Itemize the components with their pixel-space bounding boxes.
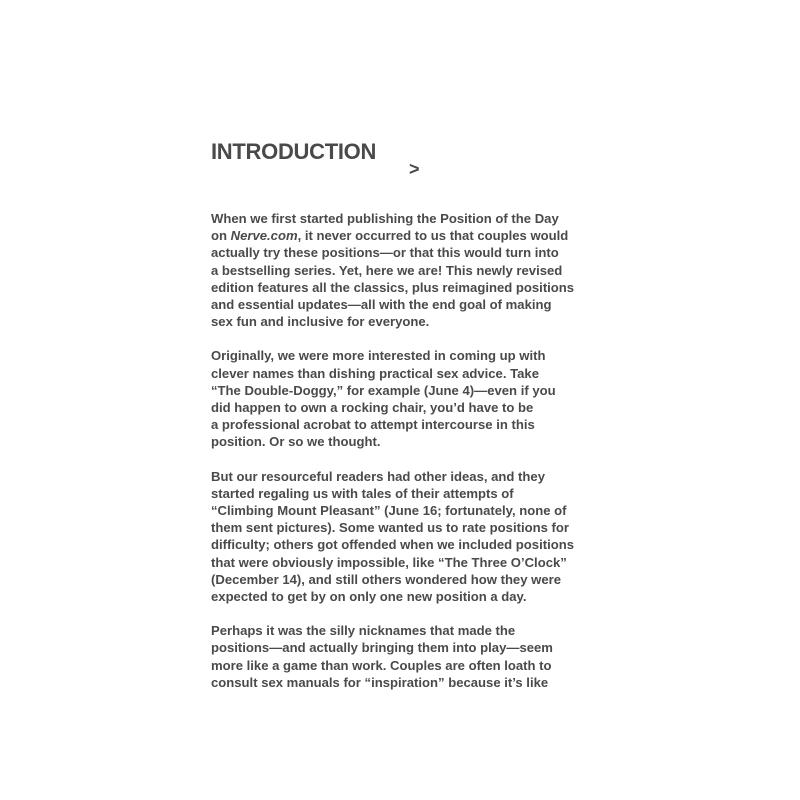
text-line: did happen to own a rocking chair, you’d have to be xyxy=(211,400,534,416)
text-line: When we first started publishing the Position of the Day xyxy=(211,211,559,226)
text-line: more like a game than work. Couples are often loath to xyxy=(211,657,552,673)
paragraph-3 xyxy=(211,468,611,606)
text-line: (December 14), and still others wondered how they were xyxy=(211,571,561,587)
text-line: sex fun and inclusive for everyone. xyxy=(211,314,430,330)
text-line: a professional acrobat to attempt intercourse in this xyxy=(211,417,535,433)
text-fragment: on xyxy=(211,228,231,244)
text-line: expected to get by on only one new position a day. xyxy=(211,589,527,605)
chapter-heading: INTRODUCTION xyxy=(211,139,377,164)
body-text xyxy=(211,210,611,708)
website-name: Nerve.com xyxy=(230,228,298,244)
paragraph-1 xyxy=(211,210,611,330)
text-line: consult sex manuals for “inspiration” because it’s like xyxy=(211,674,549,690)
arrow-icon: > xyxy=(409,159,420,179)
paragraph-4 xyxy=(211,622,611,691)
text-line: actually try these positions—or that this would turn into xyxy=(211,245,559,261)
text-fragment: , xyxy=(297,228,305,244)
paragraph-2 xyxy=(211,347,611,450)
text-line: “Climbing Mount Pleasant” (June 16; fortunately, none of xyxy=(211,503,567,519)
text-line: started regaling us with tales of their attempts of xyxy=(211,485,514,501)
text-line: “The Double-Doggy,” for example (June 4)—even if you xyxy=(211,382,556,398)
text-line: a bestselling series. Yet, here we are! This newly revised xyxy=(211,262,563,278)
text-line: Perhaps it was the silly nicknames that made the xyxy=(211,623,516,639)
text-line xyxy=(211,227,611,244)
text-line: and essential updates—all with the end goal of making xyxy=(211,297,552,313)
text-line: that were obviously impossible, like “The Three O’Clock” xyxy=(211,554,567,570)
text-line: difficulty; others got offended when we included positions xyxy=(211,537,574,553)
text-line: clever names than dishing practical sex advice. Take xyxy=(211,365,539,381)
text-line: position. Or so we thought. xyxy=(211,434,381,450)
text-line: Originally, we were more interested in coming up with xyxy=(211,348,546,364)
text-line: positions—and actually bringing them into play—seem xyxy=(211,640,553,656)
text-line: But our resourceful readers had other ideas, and they xyxy=(211,468,545,484)
text-line: them sent pictures). Some wanted us to rate positions for xyxy=(211,520,569,536)
text-fragment: it never occurred to us that couples would xyxy=(304,228,569,244)
text-line: edition features all the classics, plus reimagined positions xyxy=(211,279,575,295)
